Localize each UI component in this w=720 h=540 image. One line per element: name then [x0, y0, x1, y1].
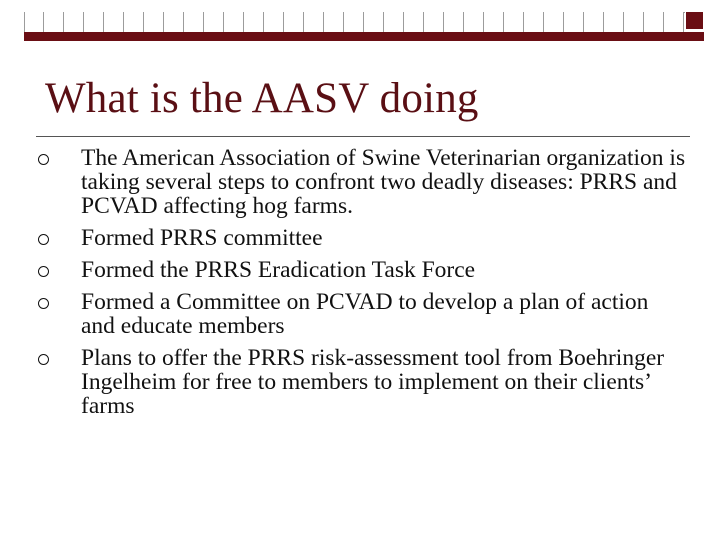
band-end-square [686, 12, 703, 29]
band-grid-cells [24, 12, 685, 32]
band-cell [364, 12, 384, 32]
bullet-text: Formed PRRS committee [81, 225, 323, 251]
decorative-top-band [24, 12, 704, 32]
hollow-circle-bullet-icon [38, 234, 49, 245]
bullet-list [37, 146, 687, 426]
band-cell [504, 12, 524, 32]
band-cell [464, 12, 484, 32]
bullet-text: Formed a Committee on PCVAD to develop a plan of action and educate members [81, 289, 649, 339]
band-cell [164, 12, 184, 32]
hollow-circle-bullet-icon [38, 354, 49, 365]
band-cell [204, 12, 224, 32]
band-cell [444, 12, 464, 32]
band-cell [344, 12, 364, 32]
band-cell [664, 12, 684, 32]
band-cell [624, 12, 644, 32]
band-cell [44, 12, 64, 32]
band-cell [124, 12, 144, 32]
title-divider [36, 136, 690, 137]
band-cell [384, 12, 404, 32]
band-cell [184, 12, 204, 32]
band-cell [424, 12, 444, 32]
hollow-circle-bullet-icon [38, 266, 49, 277]
bullet-item [37, 146, 687, 218]
band-cell [484, 12, 504, 32]
band-cell [84, 12, 104, 32]
bullet-item [37, 290, 687, 338]
bullet-text: Plans to offer the PRRS risk-assessment tool from Boehringer Ingelheim for free to members to implement on their clients’ farms [81, 345, 665, 419]
band-cell [524, 12, 544, 32]
band-cell [584, 12, 604, 32]
bullet-item [37, 258, 687, 282]
band-cell [304, 12, 324, 32]
band-cell [144, 12, 164, 32]
slide-title: What is the AASV doing [45, 75, 479, 122]
band-accent-bar [24, 32, 704, 41]
band-cell [404, 12, 424, 32]
band-cell [604, 12, 624, 32]
band-cell [564, 12, 584, 32]
bullet-text: The American Association of Swine Veterinarian organization is taking several steps to confront two deadly diseases: PRRS and PCVAD affecting hog farms. [81, 145, 686, 219]
band-cell [244, 12, 264, 32]
band-cell [644, 12, 664, 32]
bullet-item [37, 346, 687, 418]
bullet-item [37, 226, 687, 250]
hollow-circle-bullet-icon [38, 154, 49, 165]
bullet-text: Formed the PRRS Eradication Task Force [81, 257, 476, 283]
band-cell [324, 12, 344, 32]
hollow-circle-bullet-icon [38, 298, 49, 309]
band-cell [264, 12, 284, 32]
band-cell [24, 12, 44, 32]
band-cell [284, 12, 304, 32]
band-cell [104, 12, 124, 32]
band-cell [544, 12, 564, 32]
band-cell [64, 12, 84, 32]
band-cell [224, 12, 244, 32]
